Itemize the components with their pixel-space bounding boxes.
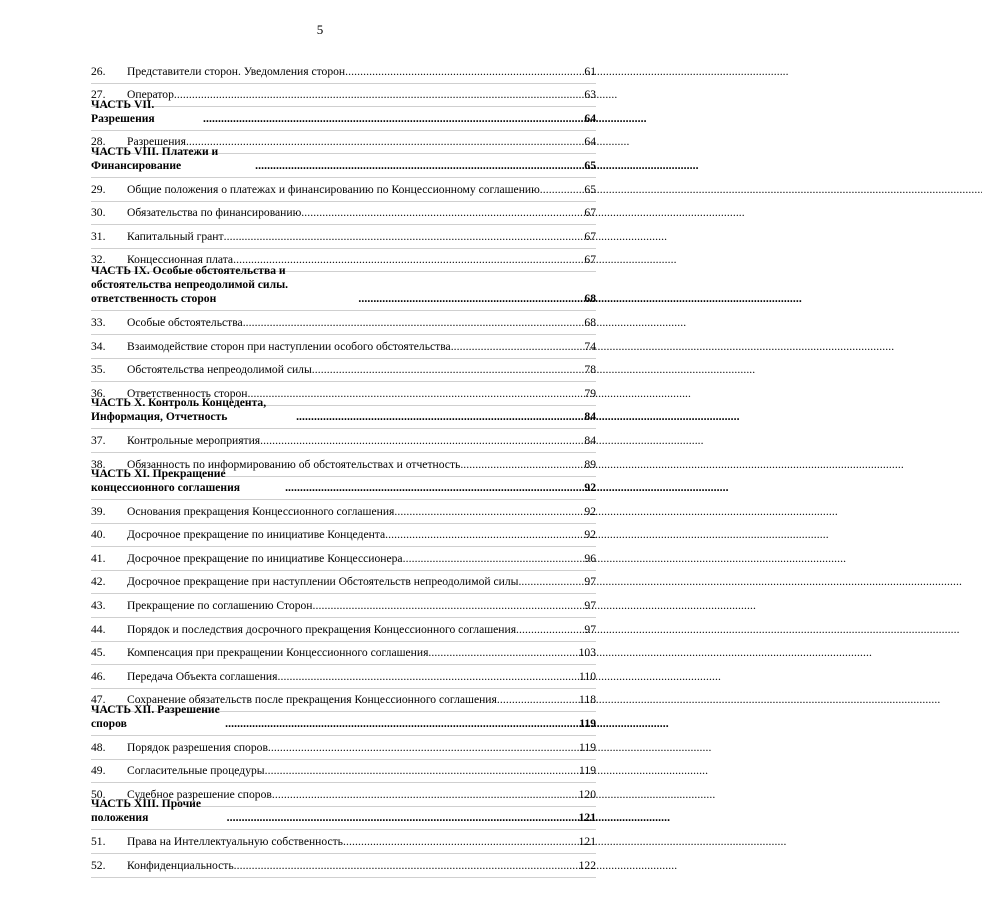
- toc-entry-title: Ответственность сторон: [127, 386, 248, 400]
- toc-entry-number: 32.: [91, 253, 106, 267]
- toc-entry-title: Обстоятельства непреодолимой силы: [127, 363, 312, 377]
- dot-leader: [255, 159, 584, 173]
- toc-entry-number: 45.: [91, 646, 106, 660]
- toc-entry[interactable]: [91, 500, 596, 524]
- toc-entry[interactable]: [91, 854, 596, 878]
- toc-entry-title: Разрешения: [127, 135, 186, 149]
- dot-leader: [343, 835, 579, 849]
- toc-page-ref: 61: [584, 64, 596, 78]
- toc-page-ref: 119: [579, 764, 596, 778]
- toc-entry-title: Судебное разрешение споров: [127, 787, 272, 801]
- toc-entry[interactable]: [91, 736, 596, 760]
- toc-entry-title: Капитальный грант: [127, 229, 224, 243]
- toc-entry-title: Компенсация при прекращении Концессионного соглашения: [127, 646, 429, 660]
- toc-entry[interactable]: [91, 665, 596, 689]
- toc-entry[interactable]: [91, 202, 596, 226]
- table-of-contents: [91, 60, 596, 878]
- toc-page-ref: 78: [584, 363, 596, 377]
- toc-page-ref: 92: [584, 504, 596, 518]
- toc-entry-number: 30.: [91, 206, 106, 220]
- dot-leader: [358, 292, 584, 306]
- toc-entry[interactable]: [91, 225, 596, 249]
- dot-leader: [224, 230, 585, 244]
- toc-part-heading[interactable]: [91, 703, 596, 736]
- dot-leader: [312, 363, 585, 377]
- toc-entry-title: Передача Объекта соглашения: [127, 669, 278, 683]
- toc-entry[interactable]: [91, 830, 596, 854]
- toc-page-ref: 64: [584, 135, 596, 149]
- toc-entry-number: 33.: [91, 315, 106, 329]
- toc-entry[interactable]: [91, 429, 596, 453]
- dot-leader: [234, 859, 579, 873]
- toc-page-ref: 121: [578, 835, 596, 848]
- toc-page-ref: 120: [578, 787, 596, 801]
- toc-part-heading[interactable]: [91, 264, 596, 311]
- dot-leader: [265, 764, 579, 778]
- toc-entry-number: 50.: [91, 787, 106, 801]
- toc-entry-number: 38.: [91, 457, 106, 471]
- toc-entry-number: 49.: [91, 764, 106, 778]
- toc-page-ref: 64: [584, 111, 596, 125]
- toc-entry[interactable]: [91, 359, 596, 383]
- toc-entry-title: Обязательства по финансированию: [127, 206, 302, 220]
- dot-leader: [260, 434, 584, 448]
- page-number: 5: [316, 22, 324, 37]
- toc-entry-number: 44.: [91, 622, 106, 636]
- toc-entry-number: 29.: [91, 182, 106, 196]
- toc-page-ref: 65: [584, 158, 596, 172]
- toc-entry-number: 26.: [91, 64, 106, 78]
- toc-entry-number: 41.: [91, 551, 106, 565]
- toc-entry-number: 52.: [91, 858, 106, 872]
- toc-entry-title: Основания прекращения Концессионного соглашения: [127, 504, 395, 518]
- dot-leader: [345, 65, 584, 79]
- dot-leader: [243, 316, 585, 330]
- toc-entry-title: Прекращение по соглашению Сторон: [127, 599, 313, 613]
- toc-entry-title: Досрочное прекращение по инициативе Концедента: [127, 528, 386, 542]
- toc-entry[interactable]: [91, 571, 596, 595]
- toc-entry-title: ЧАСТЬ XII. Разрешение споров: [91, 703, 220, 731]
- toc-entry[interactable]: [91, 524, 596, 548]
- toc-part-heading[interactable]: [91, 467, 596, 501]
- dot-leader: [285, 481, 584, 495]
- dot-leader: [227, 811, 579, 825]
- toc-entry-number: 28.: [91, 135, 106, 149]
- dot-leader: [272, 788, 579, 802]
- toc-entry-number: 51.: [91, 835, 106, 848]
- toc-page-ref: 122: [578, 858, 596, 872]
- toc-page-ref: 97: [584, 622, 596, 636]
- toc-entry[interactable]: [91, 178, 596, 202]
- dot-leader: [394, 505, 584, 519]
- dot-leader: [518, 575, 584, 589]
- toc-entry-title: Сохранение обязательств после прекращения Концессионного соглашения: [127, 693, 497, 707]
- toc-entry-title: Концессионная плата: [127, 253, 234, 267]
- toc-entry-title: Представители сторон. Уведомления сторон: [127, 64, 346, 78]
- toc-entry-title: ЧАСТЬ X. Контроль Концедента, Информация, Отчетность: [91, 396, 267, 424]
- dot-leader: [174, 88, 585, 102]
- toc-page-ref: 121: [578, 811, 596, 825]
- toc-part-heading[interactable]: [91, 797, 596, 831]
- dot-leader: [248, 387, 585, 401]
- dot-leader: [225, 717, 579, 731]
- dot-leader: [385, 528, 584, 542]
- toc-entry-title: Общие положения о платежах и финансированию по Концессионному соглашению: [127, 182, 540, 196]
- toc-entry-number: 36.: [91, 386, 106, 400]
- toc-entry-title: Права на Интеллектуальную собственность: [127, 835, 343, 848]
- toc-entry[interactable]: [91, 642, 596, 666]
- toc-entry-title: Досрочное прекращение по инициативе Концессионера: [127, 551, 403, 565]
- toc-entry-title: Контрольные мероприятия: [127, 433, 261, 447]
- toc-page-ref: 97: [584, 575, 596, 589]
- dot-leader: [268, 741, 579, 755]
- dot-leader: [301, 206, 584, 220]
- toc-page-ref: 84: [584, 410, 596, 424]
- toc-entry-title: Порядок и последствия досрочного прекращения Концессионного соглашения: [127, 622, 517, 636]
- toc-page-ref: 118: [579, 693, 596, 707]
- dot-leader: [296, 410, 584, 424]
- dot-leader: [313, 599, 585, 613]
- toc-entry-title: ЧАСТЬ IX. Особые обстоятельства и обстоятельства непреодолимой силы. ответственность сторон: [91, 264, 289, 306]
- toc-entry-number: 40.: [91, 528, 106, 542]
- toc-entry-title: ЧАСТЬ VIII. Платежи и Финансирование: [91, 144, 219, 172]
- dot-leader: [403, 552, 585, 566]
- toc-entry-number: 42.: [91, 575, 106, 589]
- toc-entry-title: Досрочное прекращение при наступлении Обстоятельств непреодолимой силы: [127, 575, 519, 589]
- toc-entry-title: Взаимодействие сторон при наступлении особого обстоятельства: [127, 339, 451, 353]
- toc-page-ref: 65: [584, 182, 596, 196]
- toc-entry-number: 34.: [91, 339, 106, 353]
- toc-entry-number: 46.: [91, 669, 106, 683]
- toc-entry-title: Конфиденциальность: [127, 858, 234, 872]
- dot-leader: [516, 623, 584, 637]
- toc-page-ref: 103: [578, 646, 596, 660]
- toc-entry-title: Особые обстоятельства: [127, 315, 243, 329]
- toc-page-ref: 97: [584, 599, 596, 613]
- toc-entry-title: ЧАСТЬ XI. Прекращение концессионного соглашения: [91, 467, 241, 495]
- toc-page-ref: 74: [584, 339, 596, 353]
- toc-entry[interactable]: [91, 760, 596, 784]
- toc-page-ref: 92: [584, 528, 596, 542]
- dot-leader: [460, 458, 584, 472]
- dot-leader: [203, 112, 584, 126]
- toc-entry-number: 39.: [91, 504, 106, 518]
- toc-part-heading[interactable]: [91, 97, 596, 131]
- toc-page-ref: 68: [584, 315, 596, 329]
- dot-leader: [451, 340, 585, 354]
- toc-page-ref: 67: [584, 206, 596, 220]
- toc-entry[interactable]: [91, 335, 596, 359]
- toc-entry-number: 37.: [91, 433, 106, 447]
- toc-part-heading[interactable]: [91, 396, 596, 430]
- toc-page-ref: 89: [584, 457, 596, 471]
- toc-page-ref: 68: [584, 292, 596, 306]
- toc-entry[interactable]: [91, 311, 596, 335]
- toc-page-ref: 119: [579, 740, 596, 754]
- toc-page-ref: 92: [584, 481, 596, 495]
- dot-leader: [428, 646, 578, 660]
- toc-entry-title: Оператор: [127, 88, 174, 102]
- toc-entry-number: 43.: [91, 599, 106, 613]
- toc-entry-number: 31.: [91, 229, 106, 243]
- toc-page-ref: 67: [584, 253, 596, 267]
- toc-entry-title: Обязанность по информированию об обстоятельствах и отчетность: [127, 457, 461, 471]
- toc-page-ref: 79: [584, 386, 596, 400]
- toc-entry-number: 48.: [91, 740, 106, 754]
- dot-leader: [497, 693, 579, 707]
- dot-leader: [540, 183, 585, 197]
- toc-entry[interactable]: [91, 618, 596, 642]
- toc-entry-title: Согласительные процедуры: [127, 764, 265, 778]
- toc-entry[interactable]: [91, 594, 596, 618]
- toc-entry[interactable]: [91, 547, 596, 571]
- toc-page-ref: 119: [579, 717, 596, 731]
- toc-page-ref: 96: [584, 551, 596, 565]
- toc-page-ref: 84: [584, 433, 596, 447]
- toc-entry-title: ЧАСТЬ VII. Разрешения: [91, 97, 155, 125]
- toc-entry-number: 35.: [91, 363, 106, 377]
- toc-entry-number: 27.: [91, 88, 106, 102]
- toc-page-ref: 63: [584, 88, 596, 102]
- toc-entry-number: 47.: [91, 693, 106, 707]
- toc-page-ref: 67: [584, 229, 596, 243]
- toc-page-ref: 110: [579, 669, 596, 683]
- dot-leader: [277, 670, 579, 684]
- toc-entry[interactable]: [91, 60, 596, 84]
- toc-entry-title: ЧАСТЬ XIII. Прочие положения: [91, 797, 202, 825]
- toc-entry-title: Порядок разрешения споров: [127, 740, 268, 754]
- toc-part-heading[interactable]: [91, 144, 596, 178]
